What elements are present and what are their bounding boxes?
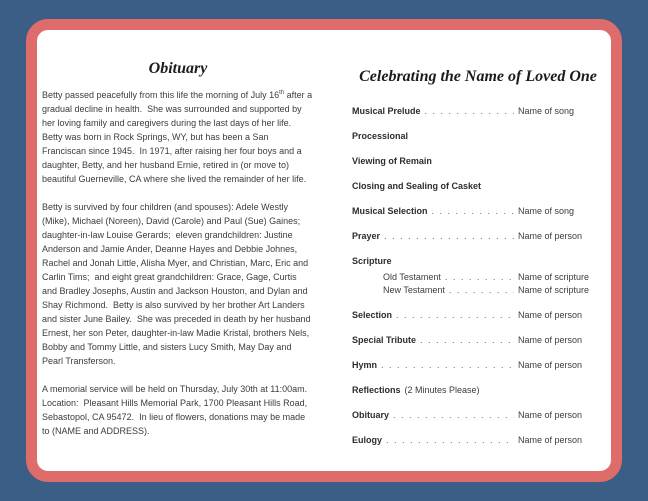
obituary-paragraph-2: Betty is survived by four children (and spouses): Adele Westly (Mike), Michael (Noreen), David (Carole) and Paul (Sue) Gaines; daughter-in-law Louise Gerards; eleven grandchildren: Justine Anderson and Jamie Ander, Deanne Hayes and Debbie Johnes, Rachel and Jonah Little, Alisha Myer, and Christian, Marc, Eric and Carlin Tims; and eight great grandchildren: Grace, Gage, Curtis and Bradley Josephs, Austin and Jackson Houston, and Dylan and Shay Richmond. Betty is also survived by her brother Art Landers and sister June Bailey. She was preceded in death by her husband Ernest, her son Peter, daughter-in-law Madie Kristal, brothers Nels, Bobby and Tommy Little, and sisters Lucy Smith, May Day and Pearl Transferson. xyxy=(42,202,314,366)
program-item-processional xyxy=(352,129,604,143)
program-item-eulogy xyxy=(352,433,604,447)
program-item-value: Name of person xyxy=(518,231,583,241)
program-item-scripture xyxy=(352,254,604,268)
dot-leader xyxy=(396,308,514,322)
program-item-viewing-of-remain xyxy=(352,154,604,168)
program-item-value: Name of person xyxy=(518,310,583,320)
obituary-paragraph-1-rest: after a gradual decline in health. She was surrounded and supported by her loving family and caregivers during the last days of her life. Betty was born in Rock Springs, WY, but has been a San Franciscan since 1945. In 1971, after raising her four boys and a daughter, Betty, and her husband Ernie, retired in (or move to) beautiful Guerneville, CA where she lived the remainder of her life. xyxy=(42,90,315,184)
program-item-label: Reflections xyxy=(352,385,401,395)
program-item-note: (2 Minutes Please) xyxy=(404,385,480,395)
program-subitem-old-testament xyxy=(352,271,604,283)
program-item-label: Selection xyxy=(352,310,393,320)
program-item-label: Obituary xyxy=(352,410,390,420)
dot-leader xyxy=(420,333,514,347)
order-of-service-column xyxy=(352,30,604,458)
obituary-paragraph-1-text: Betty passed peacefully from this life the morning of July 16 xyxy=(42,90,280,100)
dot-leader xyxy=(384,229,514,243)
dot-leader xyxy=(432,204,514,218)
program-item-label: Eulogy xyxy=(352,435,383,445)
program-subitem-value: Name of scripture xyxy=(518,285,590,295)
program-item-musical-selection xyxy=(352,204,604,218)
program-item-label: Musical Selection xyxy=(352,206,428,216)
funeral-program-card xyxy=(26,19,622,482)
program-item-obituary xyxy=(352,408,604,422)
program-item-label: Scripture xyxy=(352,256,392,266)
program-item-value: Name of person xyxy=(518,335,583,345)
obituary-paragraph-3: A memorial service will be held on Thursday, July 30th at 11:00am. Location: Pleasant Hills Memorial Park, 1700 Pleasant Hills Road, Sebastopol, CA 95472. In lieu of flowers, donations may be made to (NAME and ADDRESS). xyxy=(42,384,313,436)
program-item-value: Name of song xyxy=(518,106,575,116)
program-item-value: Name of song xyxy=(518,206,575,216)
obituary-column xyxy=(42,30,314,438)
program-subitem-new-testament xyxy=(352,284,604,296)
dot-leader xyxy=(449,284,514,296)
program-item-label: Viewing of Remain xyxy=(352,156,432,166)
dot-leader xyxy=(445,271,514,283)
dot-leader xyxy=(381,358,514,372)
dot-leader xyxy=(386,433,514,447)
dot-leader xyxy=(425,104,514,118)
program-item-hymn xyxy=(352,358,604,372)
program-item-value: Name of person xyxy=(518,360,583,370)
program-item-musical-prelude xyxy=(352,104,604,118)
program-item-label: Closing and Sealing of Casket xyxy=(352,181,482,191)
program-item-label: Special Tribute xyxy=(352,335,417,345)
program-item-label: Musical Prelude xyxy=(352,106,421,116)
program-item-closing-and-sealing xyxy=(352,179,604,193)
program-item-value: Name of person xyxy=(518,410,583,420)
program-item-label: Prayer xyxy=(352,231,381,241)
dot-leader xyxy=(393,408,514,422)
obituary-title: Obituary xyxy=(148,60,208,77)
ordinal-superscript: th xyxy=(279,90,285,96)
program-subitem-value: Name of scripture xyxy=(518,272,590,282)
obituary-paragraph-1 xyxy=(42,86,314,186)
program-item-prayer xyxy=(352,229,604,243)
program-item-selection xyxy=(352,308,604,322)
program-item-value: Name of person xyxy=(518,435,583,445)
program-item-special-tribute xyxy=(352,333,604,347)
program-subitem-label: Old Testament xyxy=(383,272,441,282)
program-item-reflections xyxy=(352,383,604,397)
program-subitem-label: New Testament xyxy=(383,285,445,295)
order-of-service-title: Celebrating the Name of Loved One xyxy=(359,68,597,85)
program-item-label: Hymn xyxy=(352,360,378,370)
program-item-label: Processional xyxy=(352,131,409,141)
